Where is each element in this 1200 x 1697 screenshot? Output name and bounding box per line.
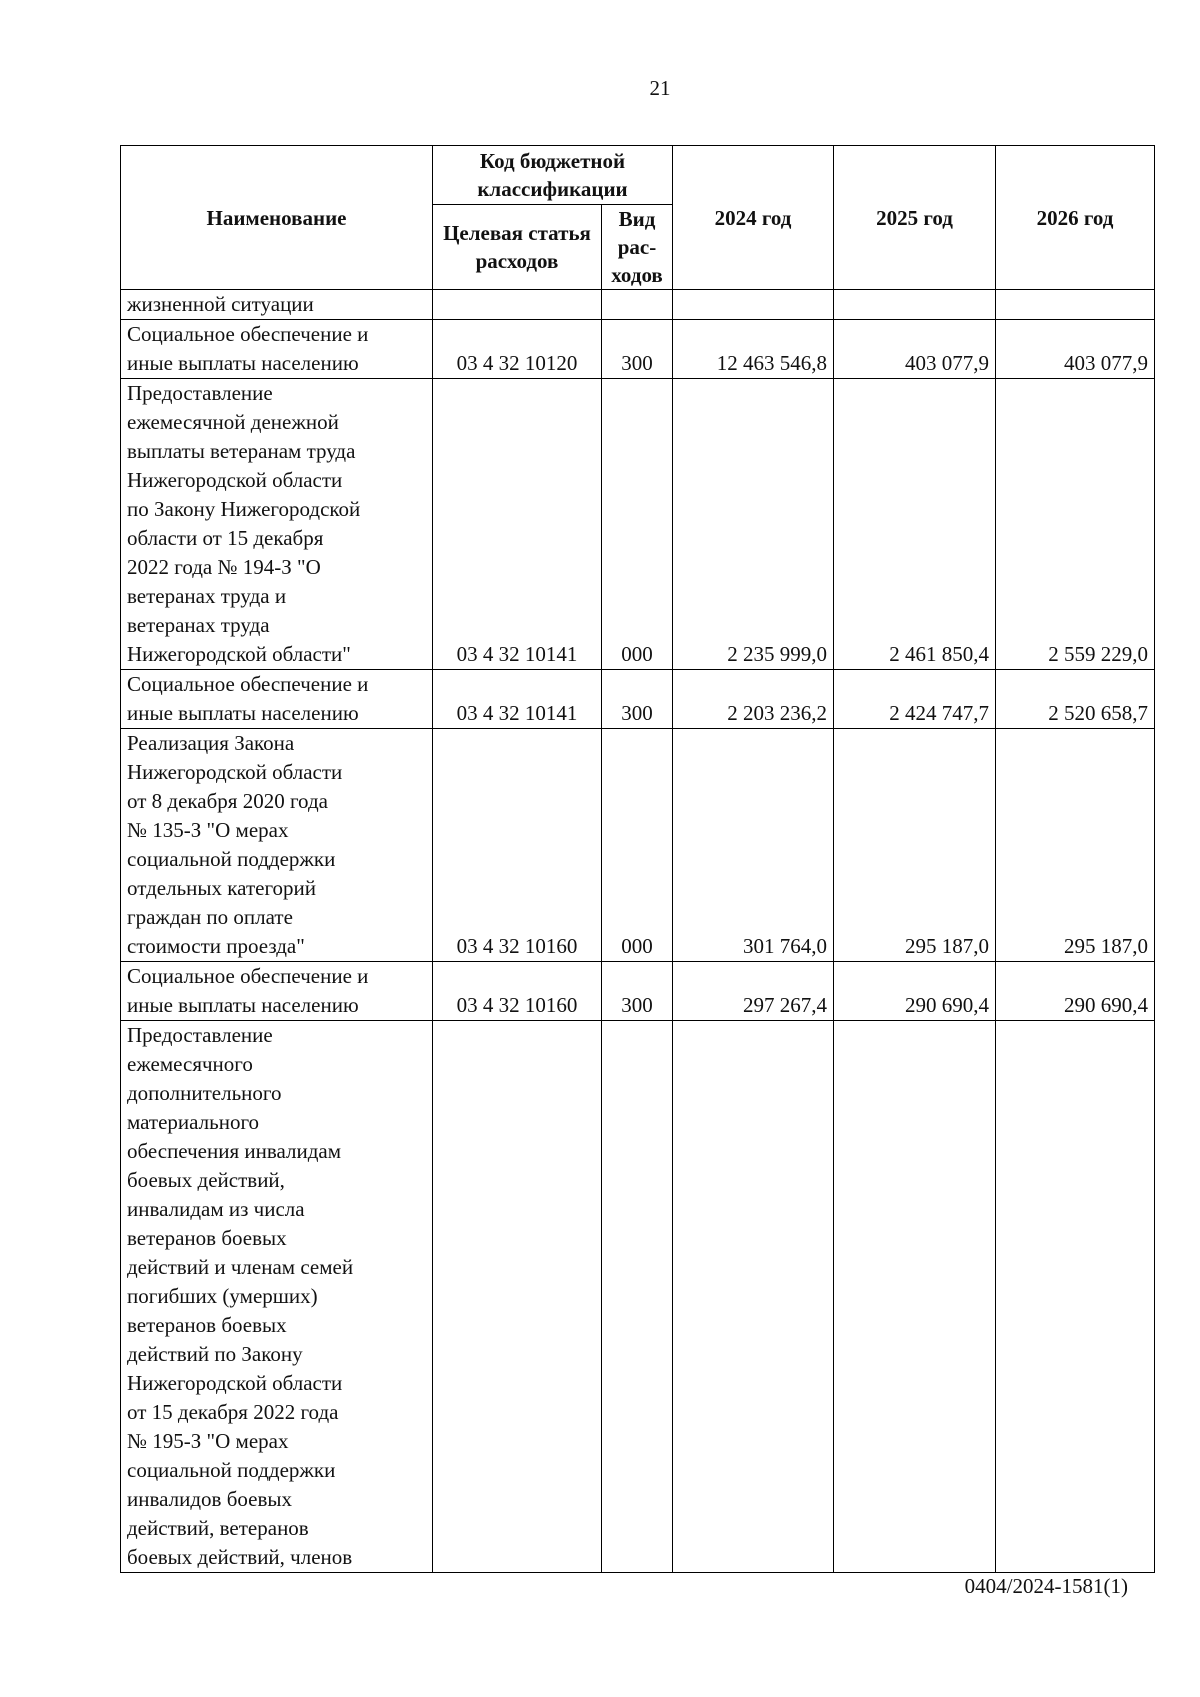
header-code-group: Код бюджетной классификации — [433, 146, 673, 205]
page-number: 21 — [649, 76, 671, 100]
row-2026: 290 690,4 — [996, 962, 1155, 1021]
row-2026 — [996, 290, 1155, 320]
row-code: 03 4 32 10120 — [433, 320, 602, 379]
row-2024: 297 267,4 — [673, 962, 834, 1021]
table-row — [121, 320, 1155, 379]
row-name: жизненной ситуации — [121, 290, 433, 320]
row-name: Реализация Закона Нижегородской области от 8 декабря 2020 года № 135-З "О мерах социальной поддержки отдельных категорий граждан по оплате стоимости проезда" — [121, 729, 433, 962]
row-2024: 301 764,0 — [673, 729, 834, 962]
row-kind: 300 — [602, 670, 673, 729]
header-year-2025: 2025 год — [834, 146, 996, 290]
header-name: Наименование — [121, 146, 433, 290]
row-kind: 300 — [602, 962, 673, 1021]
row-kind — [602, 290, 673, 320]
row-code — [433, 1021, 602, 1573]
row-name: Социальное обеспечение и иные выплаты населению — [121, 962, 433, 1021]
table-row — [121, 670, 1155, 729]
row-kind — [602, 1021, 673, 1573]
row-2025: 403 077,9 — [834, 320, 996, 379]
row-code: 03 4 32 10141 — [433, 670, 602, 729]
row-kind: 000 — [602, 729, 673, 962]
row-kind: 300 — [602, 320, 673, 379]
header-year-2026: 2026 год — [996, 146, 1155, 290]
row-2024 — [673, 1021, 834, 1573]
row-kind: 000 — [602, 379, 673, 670]
row-2025: 2 461 850,4 — [834, 379, 996, 670]
row-code: 03 4 32 10141 — [433, 379, 602, 670]
table-row — [121, 379, 1155, 670]
row-2026 — [996, 1021, 1155, 1573]
header-expense-type: Вид рас-ходов — [602, 205, 673, 290]
row-2025: 295 187,0 — [834, 729, 996, 962]
row-name: Предоставление ежемесячной денежной выплаты ветеранам труда Нижегородской области по Закону Нижегородской области от 15 декабря 2022 года № 194-З "О ветеранах труда и ветеранах труда Нижегородской области" — [121, 379, 433, 670]
row-2026: 2 520 658,7 — [996, 670, 1155, 729]
table-row — [121, 729, 1155, 962]
table-row — [121, 1021, 1155, 1573]
row-2025: 290 690,4 — [834, 962, 996, 1021]
row-name: Социальное обеспечение и иные выплаты населению — [121, 320, 433, 379]
table-row — [121, 962, 1155, 1021]
header-row-1 — [121, 146, 1155, 205]
row-code: 03 4 32 10160 — [433, 729, 602, 962]
row-2025 — [834, 290, 996, 320]
row-2025 — [834, 1021, 996, 1573]
row-name: Социальное обеспечение и иные выплаты населению — [121, 670, 433, 729]
row-code — [433, 290, 602, 320]
row-2026: 295 187,0 — [996, 729, 1155, 962]
row-2024: 12 463 546,8 — [673, 320, 834, 379]
row-code: 03 4 32 10160 — [433, 962, 602, 1021]
row-2024: 2 235 999,0 — [673, 379, 834, 670]
row-2026: 403 077,9 — [996, 320, 1155, 379]
document-number: 0404/2024-1581(1) — [964, 1574, 1128, 1598]
row-2024 — [673, 290, 834, 320]
header-year-2024: 2024 год — [673, 146, 834, 290]
header-target-article: Целевая статья расходов — [433, 205, 602, 290]
budget-table — [120, 145, 1155, 1573]
row-name: Предоставление ежемесячного дополнительного материального обеспечения инвалидам боевых действий, инвалидам из числа ветеранов боевых действий и членам семей погибших (умерших) ветеранов боевых действий по Закону Нижегородской области от 15 декабря 2022 года № 195-З "О мерах социальной поддержки инвалидов боевых действий, ветеранов боевых действий, членов — [121, 1021, 433, 1573]
row-2025: 2 424 747,7 — [834, 670, 996, 729]
table-row — [121, 290, 1155, 320]
row-2026: 2 559 229,0 — [996, 379, 1155, 670]
row-2024: 2 203 236,2 — [673, 670, 834, 729]
